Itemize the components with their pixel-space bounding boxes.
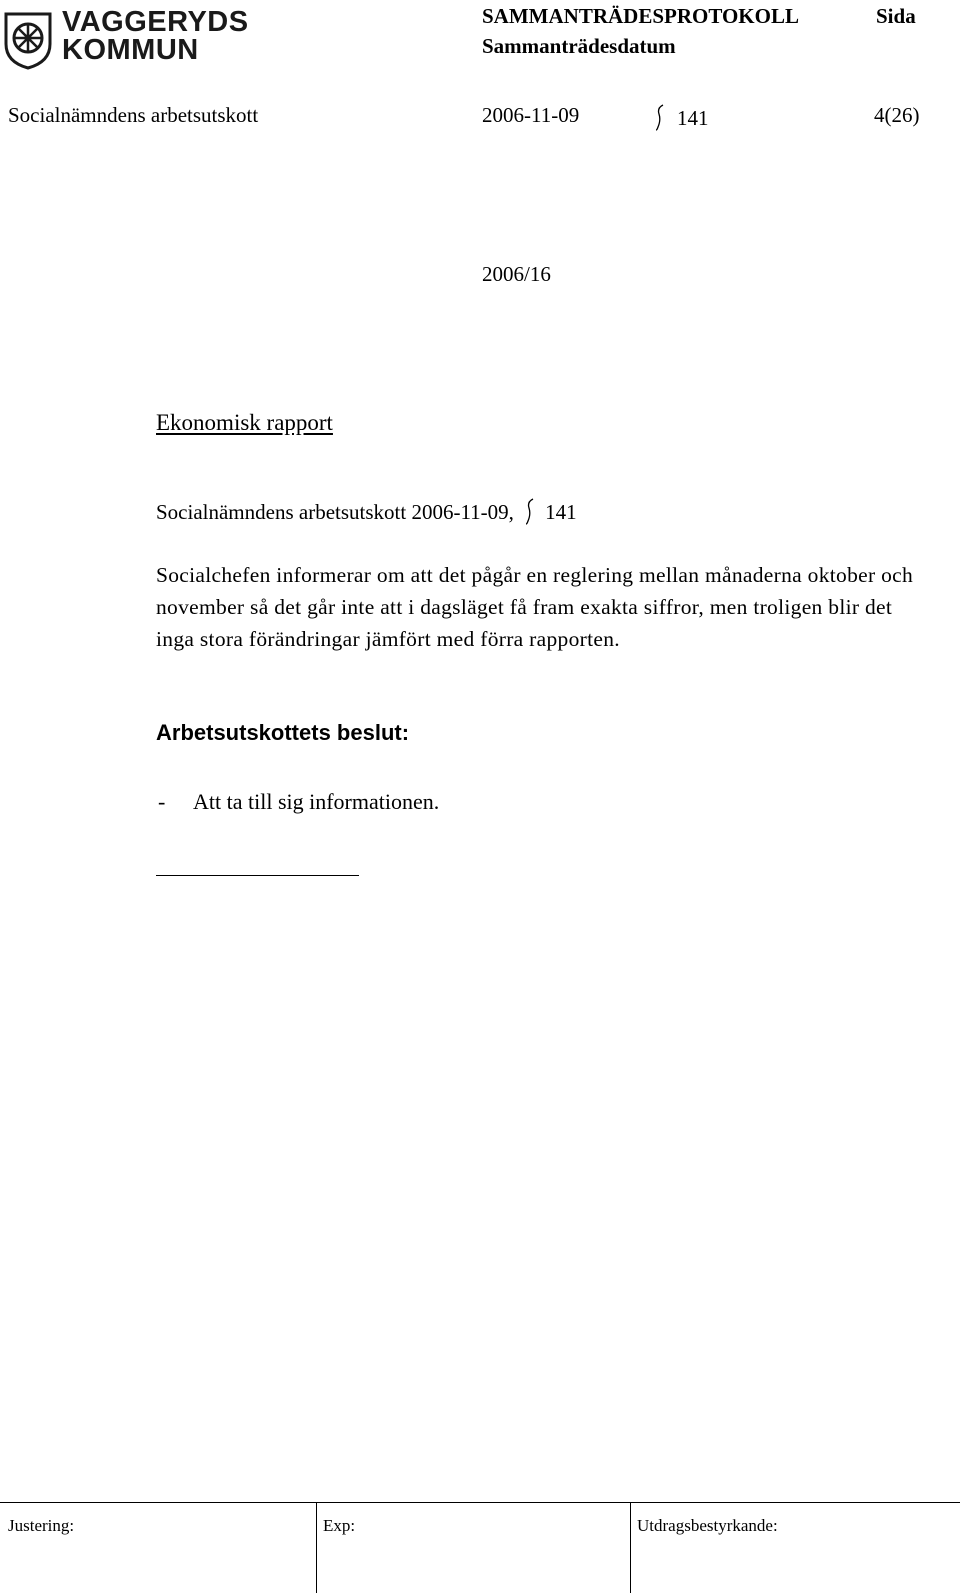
protocol-title: SAMMANTRÄDESPROTOKOLL: [482, 4, 799, 28]
page-number: 4(26): [874, 103, 920, 127]
committee-name: Socialnämndens arbetsutskott: [8, 103, 259, 127]
paragraph-sign-icon: [525, 497, 535, 525]
logo-line-1: VAGGERYDS: [62, 6, 249, 38]
decision-item: Att ta till sig informationen.: [193, 789, 440, 814]
decision-bullet: -: [158, 789, 166, 814]
paragraph-sign-icon: [655, 103, 665, 131]
body-paragraph: Socialchefen informerar om att det pågår en reglering mellan månaderna oktober och november så det går inte att i dagsläget få fram exakta siffror, men troligen blir det inga stora förändringar jämfört med förra rapporten.: [156, 563, 914, 651]
page-label: Sida: [876, 4, 916, 28]
municipality-logo-text: [62, 8, 249, 64]
footer-utdrag-label: Utdragsbestyrkande:: [637, 1516, 778, 1535]
case-number: 2006/16: [482, 262, 551, 286]
municipality-emblem-icon: [2, 10, 54, 70]
reference-line: [156, 497, 577, 525]
footer-divider: [630, 1502, 631, 1593]
section-end-rule: [156, 875, 359, 876]
decision-title: Arbetsutskottets beslut:: [156, 720, 410, 745]
reference-paragraph: 141: [545, 500, 577, 524]
paragraph-number: [655, 103, 709, 131]
footer-exp-label: Exp:: [323, 1516, 356, 1535]
reference-text: Socialnämndens arbetsutskott 2006-11-09,: [156, 500, 514, 524]
paragraph-number-value: 141: [677, 106, 709, 130]
footer-rule: [0, 1502, 960, 1503]
meeting-date: 2006-11-09: [482, 103, 580, 127]
section-title: Ekonomisk rapport: [156, 410, 333, 435]
footer-divider: [316, 1502, 317, 1593]
logo-line-2: KOMMUN: [62, 34, 199, 66]
footer-justering-label: Justering:: [8, 1516, 75, 1535]
meeting-date-label: Sammanträdesdatum: [482, 34, 676, 58]
